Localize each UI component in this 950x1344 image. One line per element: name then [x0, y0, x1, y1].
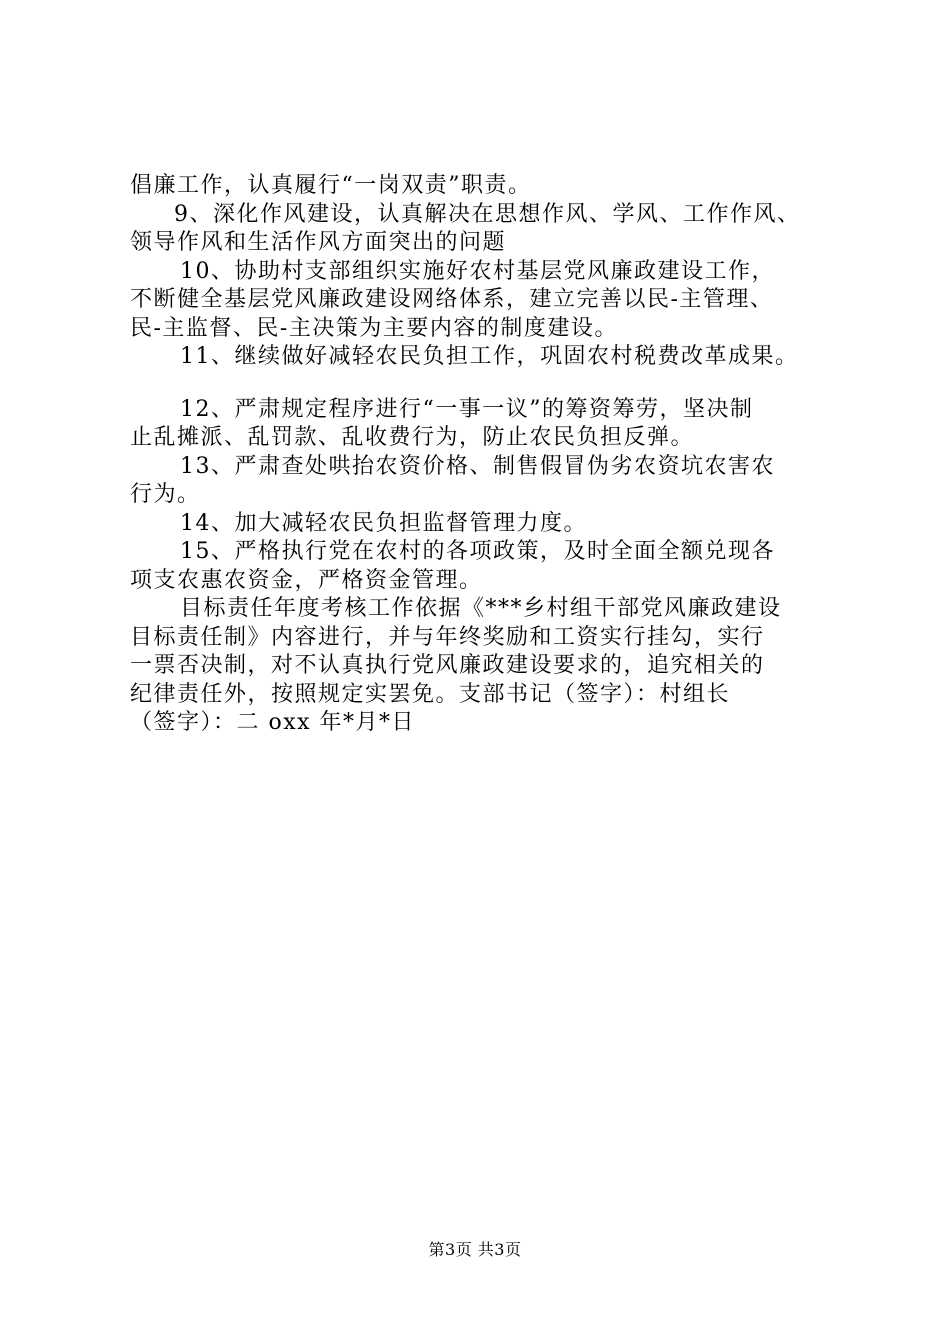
document-body: [130, 172, 830, 738]
list-item-11: 11、继续做好减轻农民负担工作，巩固农村税费改革成果。: [180, 344, 799, 369]
paragraph-line: 止乱摊派、乱罚款、乱收费行为，防止农民负担反弹。: [130, 425, 695, 450]
paragraph-line: 领导作风和生活作风方面突出的问题: [130, 230, 507, 255]
paragraph-line: 倡廉工作，认真履行“一岗双责”职责。: [130, 173, 532, 198]
page-number-footer: 第3页 共3页: [428, 1240, 522, 1259]
list-item-15: 15、严格执行党在农村的各项政策，及时全面全额兑现各: [180, 539, 775, 564]
paragraph-line: 民-主监督、民-主决策为主要内容的制度建设。: [130, 315, 618, 341]
paragraph-line: 纪律责任外，按照规定实罢免。支部书记（签字）：村组长: [130, 681, 731, 707]
paragraph-line: 一票否决制，对不认真执行党风廉政建设要求的，追究相关的: [130, 653, 765, 678]
paragraph-line: 行为。: [130, 482, 201, 507]
signature-line: （签字）：二 oxx 年*月*日: [130, 710, 416, 735]
paragraph-line: 不断健全基层党风廉政建设网络体系，建立完善以民-主管理、: [130, 287, 774, 312]
paragraph-line: 目标责任制》内容进行，并与年终奖励和工资实行挂勾，实行: [130, 624, 765, 650]
paragraph-gap: [130, 372, 830, 396]
list-item-12: 12、严肃规定程序进行“一事一议”的筹资筹劳，坚决制: [180, 396, 754, 422]
list-item-9: 9、深化作风建设，认真解决在思想作风、学风、工作作风、: [174, 201, 801, 227]
list-item-14: 14、加大减轻农民负担监督管理力度。: [180, 510, 587, 536]
list-item-10: 10、协助村支部组织实施好农村基层党风廉政建设工作，: [180, 258, 775, 284]
list-item-13: 13、严肃查处哄抬农资价格、制售假冒伪劣农资坑农害农: [180, 453, 775, 479]
paragraph-line: 项支农惠农资金，严格资金管理。: [130, 567, 483, 593]
closing-paragraph: 目标责任年度考核工作依据《***乡村组干部党风廉政建设: [180, 596, 782, 621]
